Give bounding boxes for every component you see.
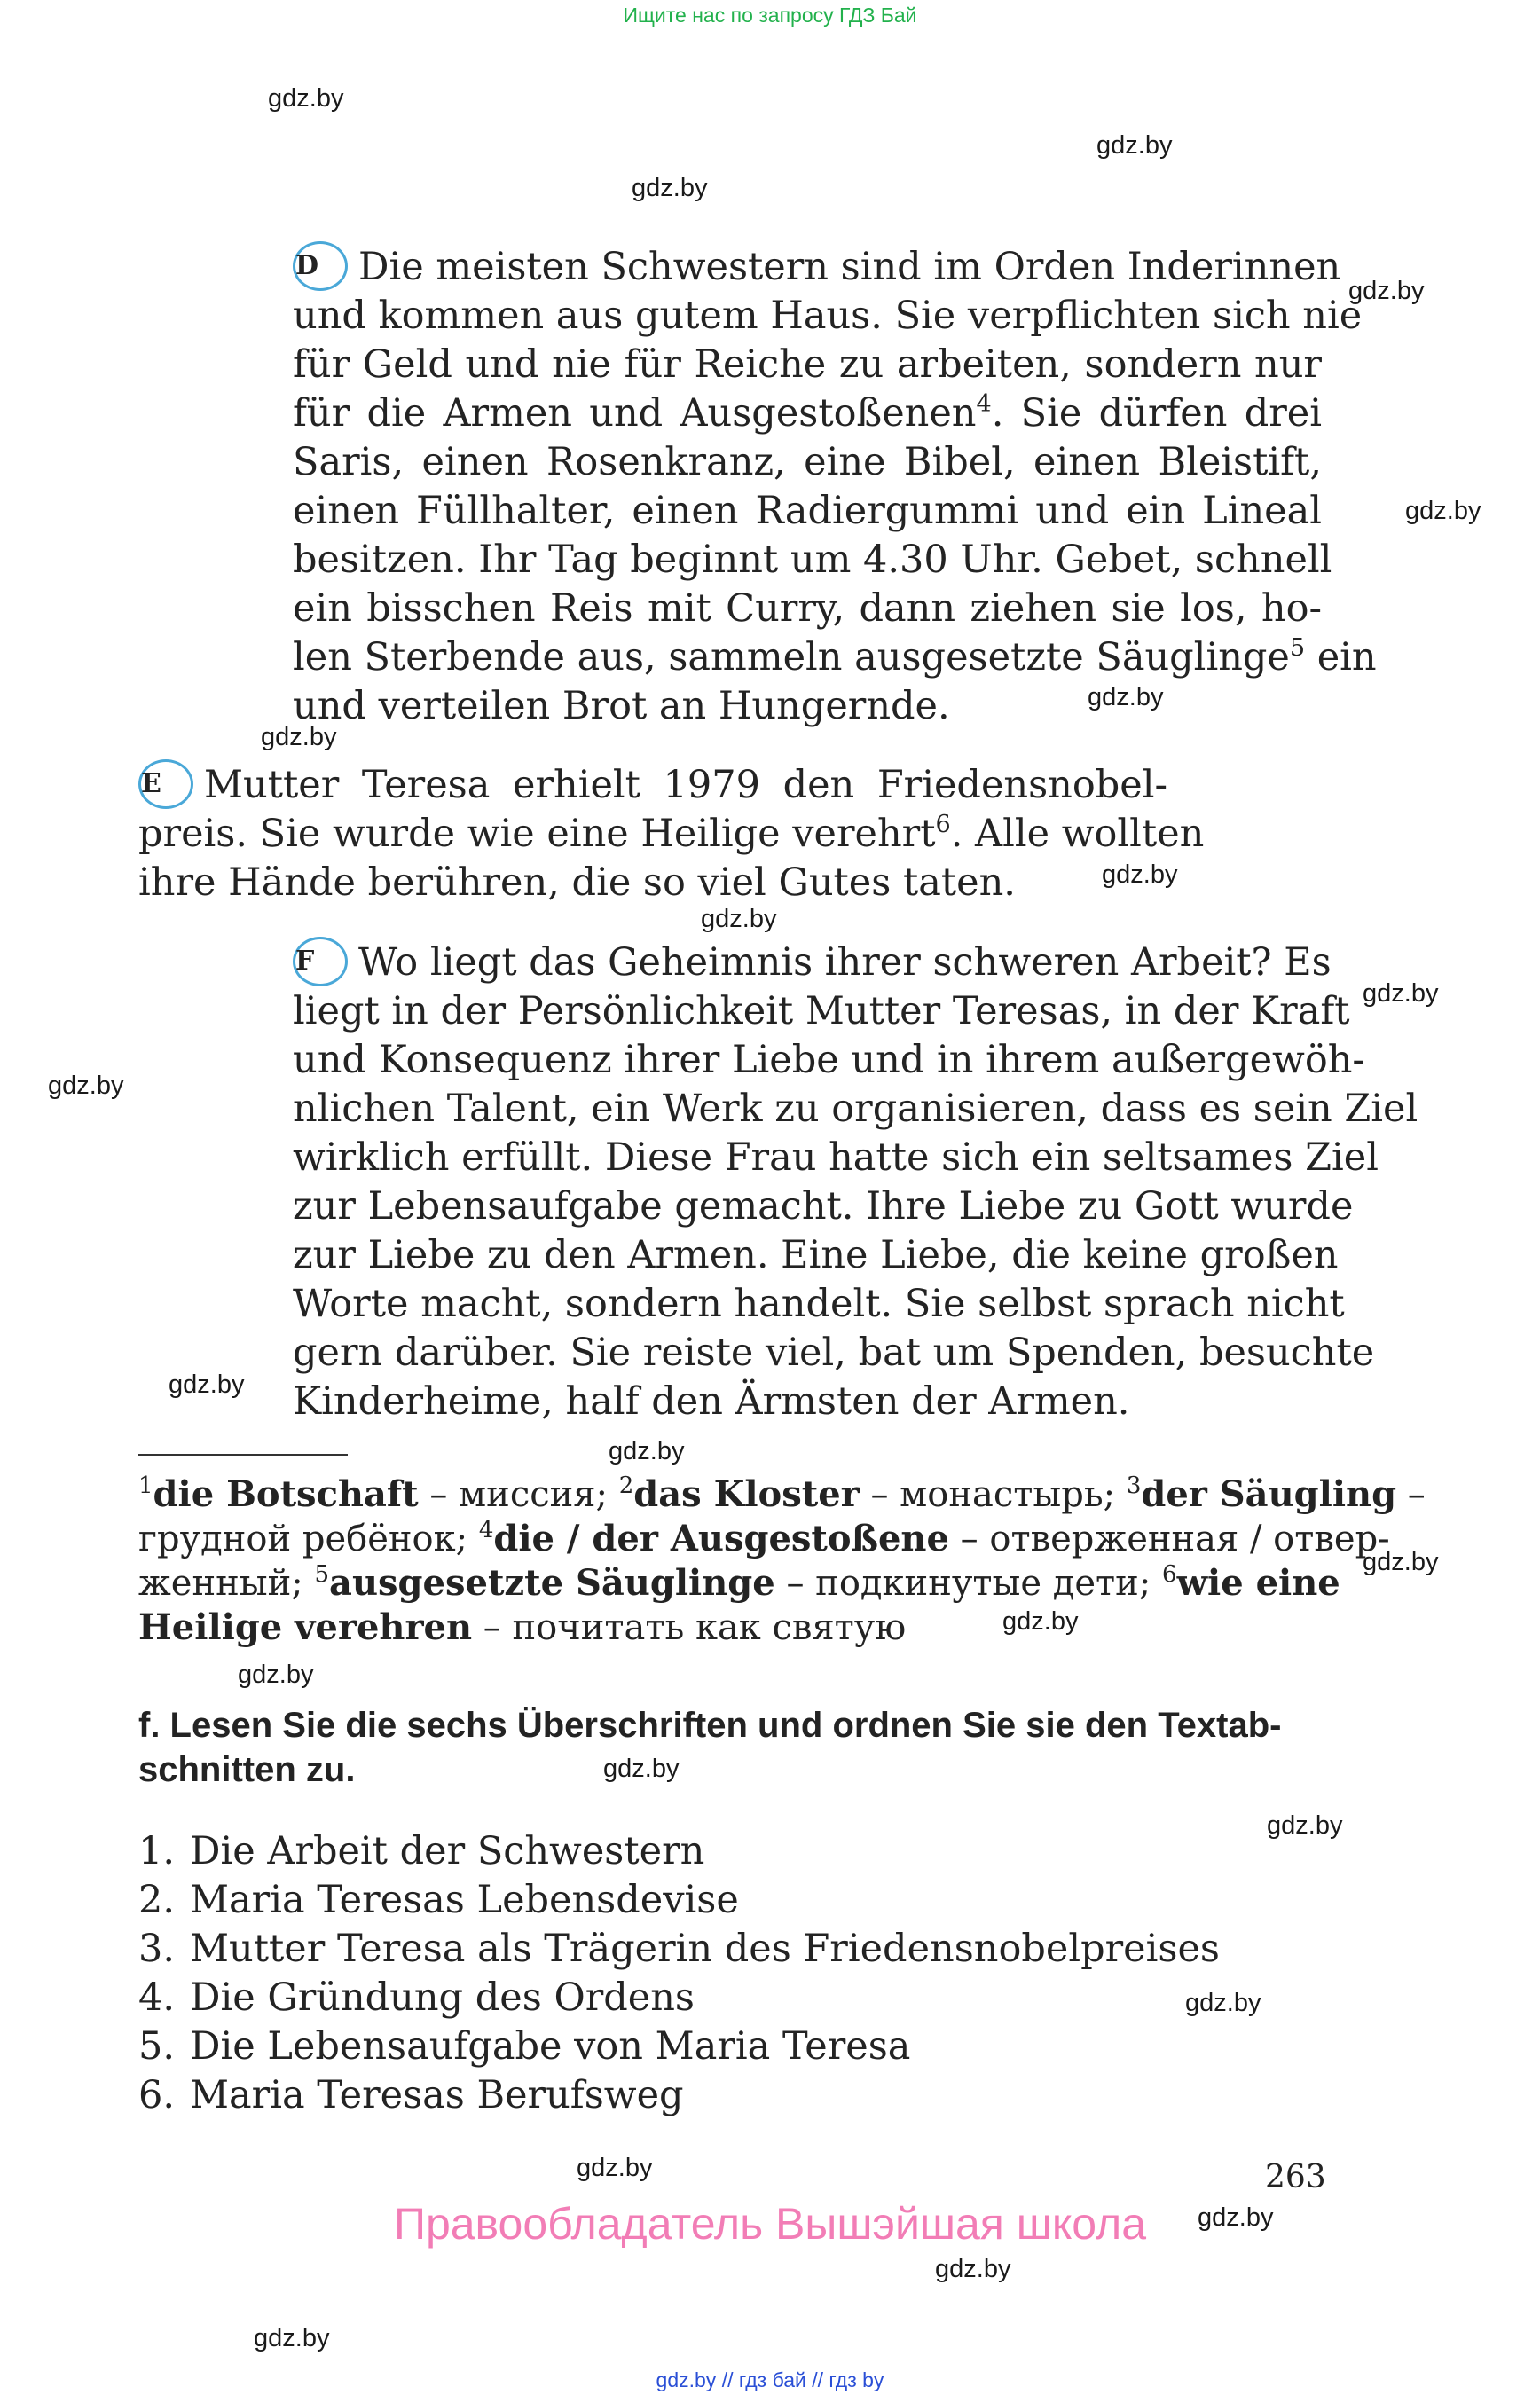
watermark: gdz.by bbox=[701, 905, 777, 933]
watermark: gdz.by bbox=[261, 723, 337, 751]
text-line: wirklich erfüllt. Diese Frau hatte sich ein seltsames Ziel bbox=[293, 1135, 1379, 1180]
watermark: gdz.by bbox=[577, 2154, 653, 2182]
text-line: len Sterbende aus, sammeln ausgesetzte Säuglinge$^5$ ein bbox=[293, 634, 1377, 679]
text-line: für die Armen und Ausgestoßenen$^4$. Sie dürfen drei bbox=[293, 390, 1323, 436]
section-f-badge: F bbox=[293, 937, 348, 986]
text-line: und kommen aus gutem Haus. Sie verpflichten sich nie bbox=[293, 294, 1363, 338]
list-item: 6. Maria Teresas Berufsweg bbox=[138, 2073, 684, 2117]
watermark: gdz.by bbox=[254, 2324, 330, 2352]
text-line: E Mutter Teresa erhielt 1979 den Friedensnobel- bbox=[138, 761, 1167, 810]
text-line: Kinderheime, half den Ärmsten der Armen. bbox=[293, 1379, 1130, 1424]
text-line: und Konsequenz ihrer Liebe und in ihrem außergewöh- bbox=[293, 1038, 1365, 1082]
watermark: gdz.by bbox=[609, 1437, 685, 1465]
watermark: gdz.by bbox=[1267, 1811, 1343, 1840]
text-line: für Geld und nie für Reiche zu arbeiten, sondern nur bbox=[293, 342, 1322, 387]
watermark: gdz.by bbox=[268, 84, 344, 113]
list-item: 5. Die Lebensaufgabe von Maria Teresa bbox=[138, 2024, 911, 2069]
watermark: gdz.by bbox=[1185, 1989, 1261, 2017]
watermark: gdz.by bbox=[238, 1661, 314, 1689]
footnote-divider bbox=[138, 1454, 348, 1456]
text-line: Saris, einen Rosenkranz, eine Bibel, einen Bleistift, bbox=[293, 440, 1322, 484]
footnote-ref: 5 bbox=[1289, 634, 1306, 662]
watermark: gdz.by bbox=[935, 2255, 1011, 2283]
footnote-line: $^1$die Botschaft – миссия; $^2$das Kloster – монастырь; $^3$der Säugling – bbox=[138, 1472, 1426, 1515]
text-line: preis. Sie wurde wie eine Heilige verehrt$^6$. Alle wollten bbox=[138, 811, 1205, 856]
watermark: gdz.by bbox=[1348, 277, 1425, 305]
text-line: Worte macht, sondern handelt. Sie selbst sprach nicht bbox=[293, 1282, 1345, 1326]
text-line: ihre Hände berühren, die so viel Gutes taten. bbox=[138, 860, 1016, 905]
text-line: nlichen Talent, ein Werk zu organisieren, dass es sein Ziel bbox=[293, 1087, 1418, 1131]
watermark: gdz.by bbox=[1096, 131, 1173, 160]
task-line: f. Lesen Sie die sechs Überschriften und ordnen Sie sie den Textab- bbox=[138, 1706, 1282, 1745]
text-line: F Wo liegt das Geheimnis ihrer schweren Arbeit? Es bbox=[293, 938, 1322, 987]
footnote-line: Heilige verehren – почитать как святую bbox=[138, 1606, 907, 1648]
watermark: gdz.by bbox=[1002, 1607, 1079, 1636]
text-line: und verteilen Brot an Hungernde. bbox=[293, 684, 950, 728]
watermark: gdz.by bbox=[169, 1370, 245, 1399]
text-line: einen Füllhalter, einen Radiergummi und ein Lineal bbox=[293, 489, 1322, 533]
page-number: 263 bbox=[1265, 2159, 1326, 2195]
footer-links[interactable]: gdz.by // гдз бай // гдз by bbox=[656, 2368, 884, 2391]
headings-list bbox=[138, 1827, 1322, 2120]
list-item: 2. Maria Teresas Lebensdevise bbox=[138, 1878, 739, 1922]
footnote-ref: 6 bbox=[935, 811, 951, 838]
watermark: gdz.by bbox=[48, 1072, 124, 1100]
rights-holder: Правообладатель Вышэйшая школа bbox=[394, 2199, 1146, 2249]
text-line: ein bisschen Reis mit Curry, dann ziehen sie los, ho- bbox=[293, 586, 1322, 631]
text-line: gern darüber. Sie reiste viel, bat um Spenden, besuchte bbox=[293, 1331, 1375, 1375]
footnote-ref: 4 bbox=[976, 390, 992, 418]
footnote-line: женный; $^5$ausgesetzte Säuglinge – подкинутые дети; $^6$wie eine bbox=[138, 1561, 1340, 1604]
text-line: besitzen. Ihr Tag beginnt um 4.30 Uhr. Gebet, schnell bbox=[293, 538, 1332, 582]
text-line: D Die meisten Schwestern sind im Orden Inderinnen bbox=[293, 243, 1322, 292]
watermark: gdz.by bbox=[603, 1755, 680, 1783]
watermark: gdz.by bbox=[1198, 2203, 1274, 2232]
footnote-line: грудной ребёнок; $^4$die / der Ausgestoßene – отверженная / отвер- bbox=[138, 1517, 1390, 1559]
watermark: gdz.by bbox=[632, 174, 708, 202]
text-line: zur Liebe zu den Armen. Eine Liebe, die keine großen bbox=[293, 1233, 1339, 1277]
top-banner[interactable]: Ищите нас по запросу ГДЗ Бай bbox=[623, 4, 917, 27]
watermark: gdz.by bbox=[1363, 1548, 1439, 1576]
list-item: 1. Die Arbeit der Schwestern bbox=[138, 1829, 705, 1873]
list-item: 4. Die Gründung des Ordens bbox=[138, 1975, 695, 2020]
list-item: 3. Mutter Teresa als Trägerin des Friedensnobelpreises bbox=[138, 1927, 1220, 1971]
watermark: gdz.by bbox=[1102, 860, 1178, 889]
section-e-badge: E bbox=[138, 759, 193, 809]
section-e bbox=[138, 761, 1205, 907]
text-line: liegt in der Persönlichkeit Mutter Teresas, in der Kraft bbox=[293, 989, 1350, 1033]
watermark: gdz.by bbox=[1405, 497, 1481, 525]
section-d-badge: D bbox=[293, 241, 348, 291]
text-line: zur Lebensaufgabe gemacht. Ihre Liebe zu Gott wurde bbox=[293, 1184, 1354, 1229]
task-instruction bbox=[138, 1703, 1322, 1792]
watermark: gdz.by bbox=[1363, 979, 1439, 1008]
task-line: schnitten zu. bbox=[138, 1750, 356, 1789]
watermark: gdz.by bbox=[1088, 683, 1164, 711]
section-d bbox=[293, 243, 1377, 731]
